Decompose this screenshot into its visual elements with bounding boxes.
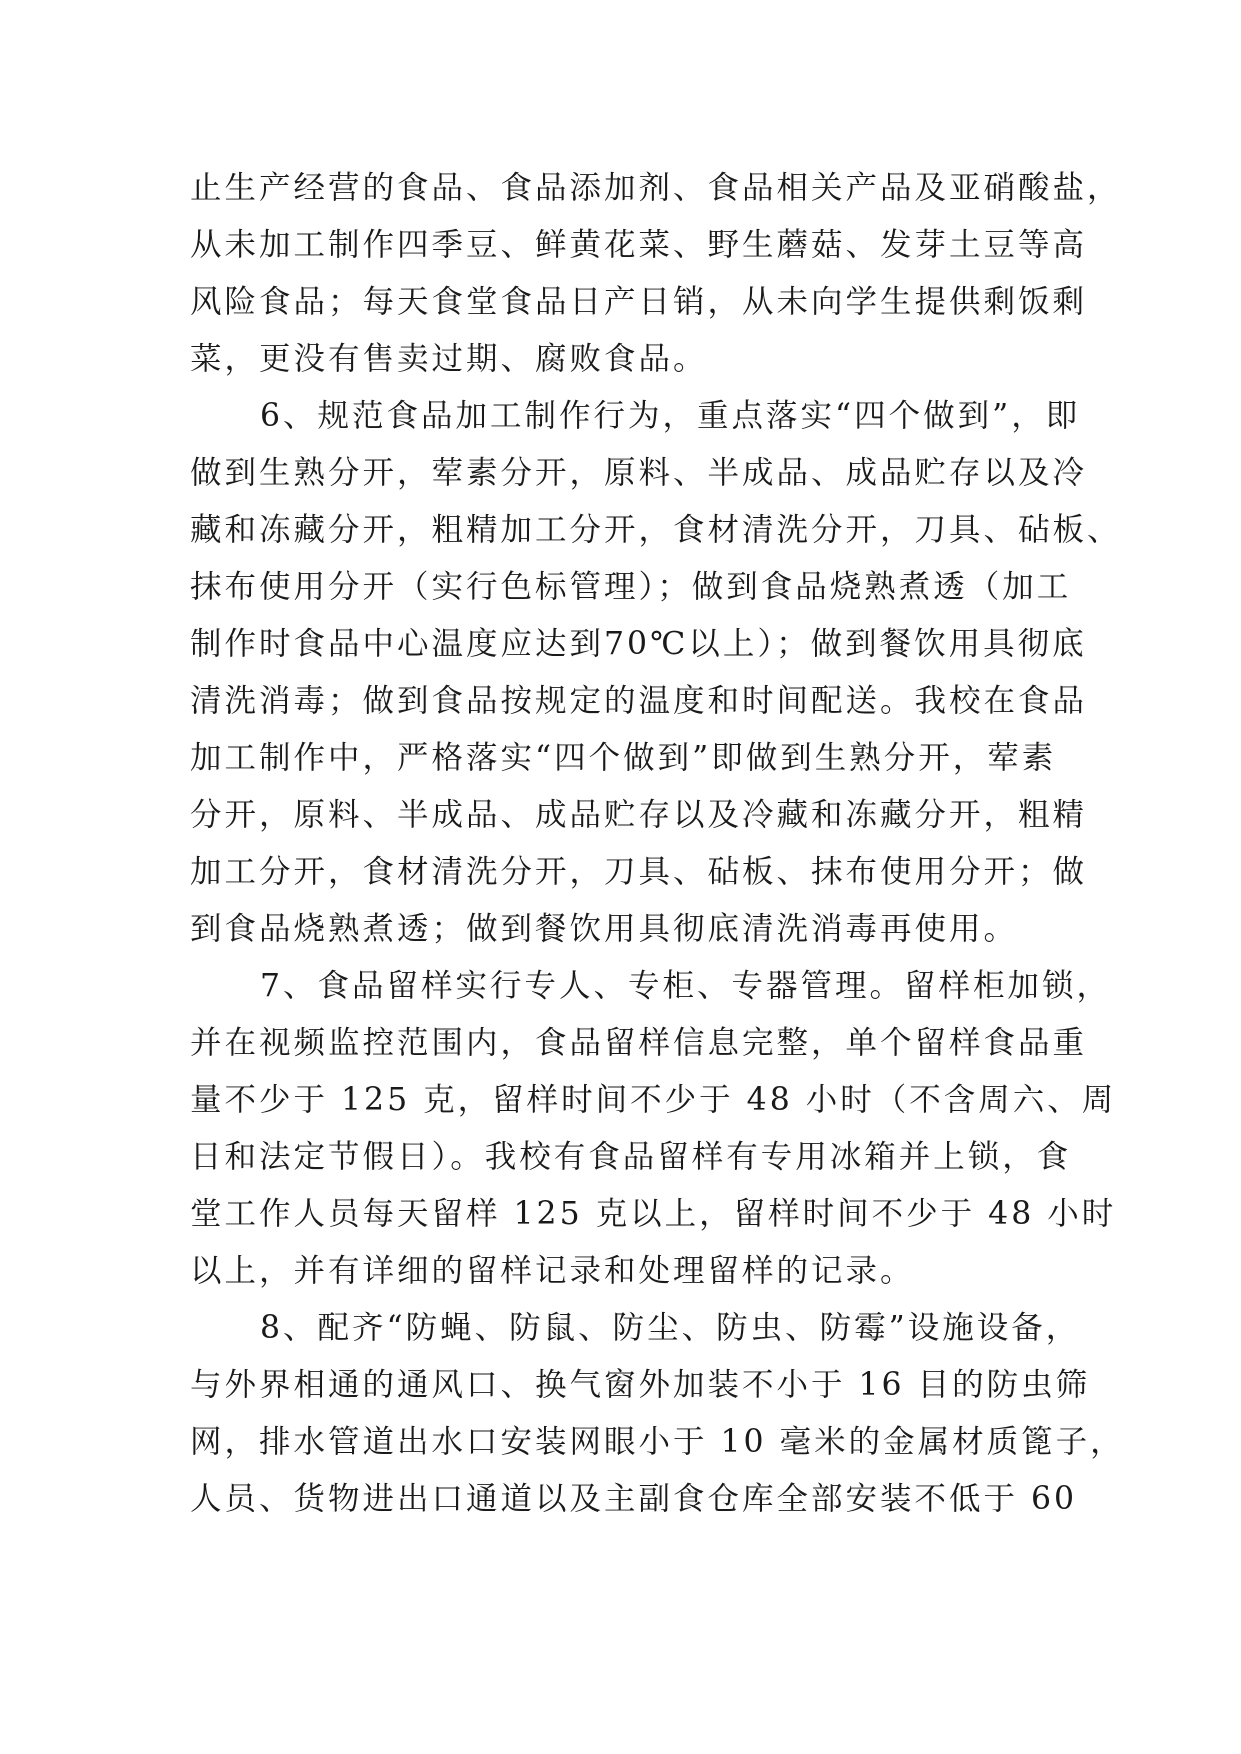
- text-line: 日和法定节假日）。我校有食品留样有专用冰箱并上锁，食: [190, 1139, 1072, 1175]
- text-line: 分开，原料、半成品、成品贮存以及冷藏和冻藏分开，粗精: [190, 797, 1088, 833]
- text-line: 并在视频监控范围内，食品留样信息完整，单个留样食品重: [190, 1025, 1088, 1061]
- text-line: 网，排水管道出水口安装网眼小于 10 毫米的金属材质篦子，: [190, 1424, 1125, 1460]
- text-line: 从未加工制作四季豆、鲜黄花菜、野生蘑菇、发芽土豆等高: [190, 227, 1088, 263]
- text-line: 加工制作中，严格落实“四个做到”即做到生熟分开，荤素: [190, 740, 1057, 776]
- text-line: 藏和冻藏分开，粗精加工分开，食材清洗分开，刀具、砧板、: [190, 512, 1122, 548]
- text-line: 制作时食品中心温度应达到70℃以上）；做到餐饮用具彻底: [190, 626, 1087, 662]
- text-line: 以上，并有详细的留样记录和处理留样的记录。: [190, 1253, 915, 1289]
- paragraph-7: [190, 958, 1117, 1300]
- text-line: 到食品烧熟煮透；做到餐饮用具彻底清洗消毒再使用。: [190, 911, 1019, 947]
- text-line: 清洗消毒；做到食品按规定的温度和时间配送。我校在食品: [190, 683, 1088, 719]
- paragraph-6: [190, 388, 1122, 958]
- text-line: 抹布使用分开（实行色标管理）；做到食品烧熟煮透（加工: [190, 569, 1072, 605]
- paragraph-5-continued: [190, 160, 1122, 388]
- text-line: 人员、货物进出口通道以及主副食仓库全部安装不低于 60: [190, 1481, 1078, 1517]
- text-line: 7、食品留样实行专人、专柜、专器管理。留样柜加锁，: [260, 968, 1112, 1004]
- text-line: 堂工作人员每天留样 125 克以上，留样时间不少于 48 小时: [190, 1196, 1117, 1232]
- body-text: [190, 160, 1125, 1528]
- paragraph-8: [190, 1300, 1125, 1528]
- text-line: 做到生熟分开，荤素分开，原料、半成品、成品贮存以及冷: [190, 455, 1088, 491]
- text-line: 菜，更没有售卖过期、腐败食品。: [190, 341, 708, 377]
- text-line: 止生产经营的食品、食品添加剂、食品相关产品及亚硝酸盐，: [190, 170, 1122, 206]
- text-line: 风险食品；每天食堂食品日产日销，从未向学生提供剩饭剩: [190, 284, 1088, 320]
- text-line: 6、规范食品加工制作行为，重点落实“四个做到”，即: [260, 398, 1081, 434]
- text-line: 8、配齐“防蝇、防鼠、防尘、防虫、防霉”设施设备，: [260, 1310, 1081, 1346]
- text-line: 加工分开，食材清洗分开，刀具、砧板、抹布使用分开；做: [190, 854, 1088, 890]
- text-line: 与外界相通的通风口、换气窗外加装不小于 16 目的防虫筛: [190, 1367, 1091, 1403]
- text-line: 量不少于 125 克，留样时间不少于 48 小时（不含周六、周: [190, 1082, 1117, 1118]
